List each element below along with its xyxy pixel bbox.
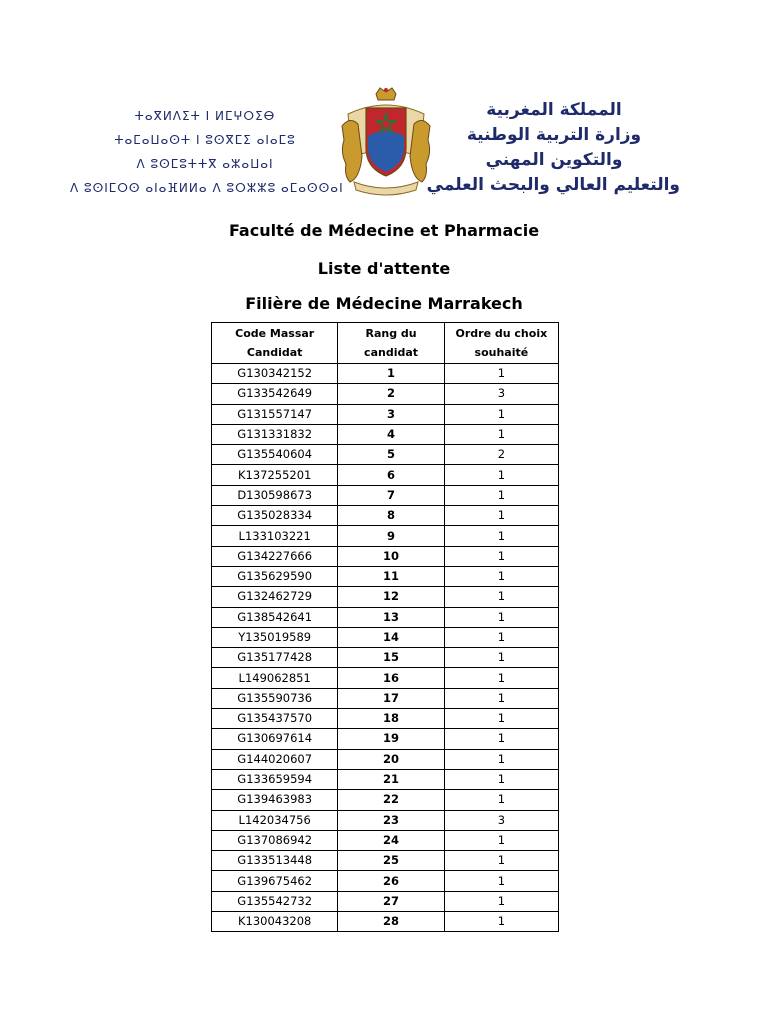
cell-code: G131331832 [212, 424, 338, 444]
cell-ordre: 1 [444, 404, 558, 424]
table-row [212, 688, 559, 708]
cell-rang: 18 [338, 709, 444, 729]
table-row [212, 364, 559, 384]
arabic-line: المملكة المغربية [486, 100, 622, 120]
tifinagh-line: ⴷ ⵓⵙⵏⵎⵔⵙ ⴰⵏⴰⴼⵍⵍⴰ ⴷ ⵓⵔⵣⵣⵓ ⴰⵎⴰⵙⵙⴰⵏ [70, 181, 344, 195]
cell-ordre: 1 [444, 364, 558, 384]
table-row [212, 587, 559, 607]
table-row [212, 790, 559, 810]
cell-code: G135629590 [212, 566, 338, 586]
cell-code: K130043208 [212, 912, 338, 932]
table-row [212, 627, 559, 647]
cell-ordre: 1 [444, 566, 558, 586]
cell-rang: 12 [338, 587, 444, 607]
cell-rang: 11 [338, 566, 444, 586]
cell-ordre: 1 [444, 769, 558, 789]
cell-rang: 20 [338, 749, 444, 769]
cell-ordre: 1 [444, 587, 558, 607]
table-row [212, 506, 559, 526]
cell-code: G135590736 [212, 688, 338, 708]
arabic-line: وزارة التربية الوطنية [466, 125, 642, 145]
cell-code: G130342152 [212, 364, 338, 384]
cell-code: G133513448 [212, 851, 338, 871]
cell-ordre: 1 [444, 485, 558, 505]
cell-ordre: 1 [444, 830, 558, 850]
cell-rang: 3 [338, 404, 444, 424]
filiere-title: Filière de Médecine Marrakech [245, 294, 523, 313]
cell-code: G135028334 [212, 506, 338, 526]
cell-rang: 5 [338, 445, 444, 465]
cell-rang: 28 [338, 912, 444, 932]
cell-rang: 21 [338, 769, 444, 789]
cell-rang: 22 [338, 790, 444, 810]
coat-of-arms-icon [338, 86, 434, 198]
cell-ordre: 2 [444, 445, 558, 465]
faculty-title: Faculté de Médecine et Pharmacie [228, 221, 540, 240]
arabic-line: والتكوين المهني [485, 150, 623, 170]
column-header-code [212, 323, 338, 364]
cell-ordre: 1 [444, 851, 558, 871]
list-title: Liste d'attente [317, 259, 451, 278]
table-row [212, 404, 559, 424]
table-row [212, 526, 559, 546]
cell-code: G133659594 [212, 769, 338, 789]
header-line: candidat [364, 346, 419, 359]
cell-ordre: 1 [444, 546, 558, 566]
letterhead [0, 0, 768, 210]
cell-rang: 2 [338, 384, 444, 404]
cell-ordre: 1 [444, 627, 558, 647]
cell-code: K137255201 [212, 465, 338, 485]
cell-rang: 25 [338, 851, 444, 871]
column-header-rang [338, 323, 444, 364]
table-row [212, 749, 559, 769]
table-row [212, 668, 559, 688]
cell-code: G144020607 [212, 749, 338, 769]
cell-ordre: 1 [444, 891, 558, 911]
cell-rang: 7 [338, 485, 444, 505]
table-row [212, 485, 559, 505]
column-header-ordre [444, 323, 558, 364]
table-row [212, 810, 559, 830]
cell-ordre: 3 [444, 810, 558, 830]
table-header-row [212, 323, 559, 364]
cell-rang: 26 [338, 871, 444, 891]
table-row [212, 648, 559, 668]
table-row [212, 912, 559, 932]
cell-code: G132462729 [212, 587, 338, 607]
table-row [212, 891, 559, 911]
cell-ordre: 1 [444, 790, 558, 810]
cell-ordre: 3 [444, 384, 558, 404]
table-row [212, 871, 559, 891]
header-line: souhaité [474, 346, 529, 359]
cell-code: G131557147 [212, 404, 338, 424]
header-line: Ordre du choix [455, 327, 548, 340]
cell-rang: 8 [338, 506, 444, 526]
cell-code: G139675462 [212, 871, 338, 891]
cell-code: L142034756 [212, 810, 338, 830]
cell-rang: 4 [338, 424, 444, 444]
cell-code: G133542649 [212, 384, 338, 404]
cell-ordre: 1 [444, 668, 558, 688]
cell-rang: 23 [338, 810, 444, 830]
cell-rang: 10 [338, 546, 444, 566]
header-line: Code Massar [235, 327, 315, 340]
cell-rang: 24 [338, 830, 444, 850]
table-row [212, 607, 559, 627]
cell-ordre: 1 [444, 465, 558, 485]
cell-code: G139463983 [212, 790, 338, 810]
tifinagh-line: ⴷ ⵓⵙⵎⵓⵜⵜⴳ ⴰⵣⴰⵡⴰⵏ [136, 157, 274, 171]
cell-rang: 1 [338, 364, 444, 384]
cell-code: G134227666 [212, 546, 338, 566]
cell-ordre: 1 [444, 526, 558, 546]
cell-ordre: 1 [444, 607, 558, 627]
cell-ordre: 1 [444, 688, 558, 708]
cell-code: G135540604 [212, 445, 338, 465]
tifinagh-line: ⵜⴰⵎⴰⵡⴰⵙⵜ ⵏ ⵓⵙⴳⵎⵉ ⴰⵏⴰⵎⵓ [114, 133, 296, 147]
table-row [212, 445, 559, 465]
cell-rang: 16 [338, 668, 444, 688]
header-line: Rang du [365, 327, 417, 340]
cell-rang: 6 [338, 465, 444, 485]
table-row [212, 769, 559, 789]
table-row [212, 384, 559, 404]
cell-code: G137086942 [212, 830, 338, 850]
cell-code: G135437570 [212, 709, 338, 729]
table-row [212, 546, 559, 566]
cell-code: L133103221 [212, 526, 338, 546]
cell-rang: 13 [338, 607, 444, 627]
table-row [212, 465, 559, 485]
header-line: Candidat [246, 346, 303, 359]
cell-rang: 19 [338, 729, 444, 749]
cell-ordre: 1 [444, 871, 558, 891]
arabic-ministry-name [428, 98, 680, 198]
cell-ordre: 1 [444, 729, 558, 749]
cell-ordre: 1 [444, 912, 558, 932]
cell-rang: 17 [338, 688, 444, 708]
table-row [212, 830, 559, 850]
cell-rang: 9 [338, 526, 444, 546]
cell-code: G130697614 [212, 729, 338, 749]
waiting-list-table [211, 322, 559, 932]
tifinagh-line: ⵜⴰⴳⵍⴷⵉⵜ ⵏ ⵍⵎⵖⵔⵉⴱ [134, 109, 276, 123]
cell-code: G135542732 [212, 891, 338, 911]
cell-code: G138542641 [212, 607, 338, 627]
cell-code: D130598673 [212, 485, 338, 505]
table-row [212, 709, 559, 729]
arabic-line: والتعليم العالي والبحث العلمي [426, 175, 680, 195]
cell-ordre: 1 [444, 424, 558, 444]
cell-ordre: 1 [444, 709, 558, 729]
cell-rang: 14 [338, 627, 444, 647]
cell-ordre: 1 [444, 648, 558, 668]
table-row [212, 729, 559, 749]
table-row [212, 851, 559, 871]
cell-rang: 15 [338, 648, 444, 668]
cell-code: L149062851 [212, 668, 338, 688]
cell-code: G135177428 [212, 648, 338, 668]
table-row [212, 566, 559, 586]
table-row [212, 424, 559, 444]
tifinagh-ministry-name [70, 104, 344, 200]
cell-code: Y135019589 [212, 627, 338, 647]
cell-ordre: 1 [444, 506, 558, 526]
cell-ordre: 1 [444, 749, 558, 769]
cell-rang: 27 [338, 891, 444, 911]
table-body [212, 364, 559, 932]
